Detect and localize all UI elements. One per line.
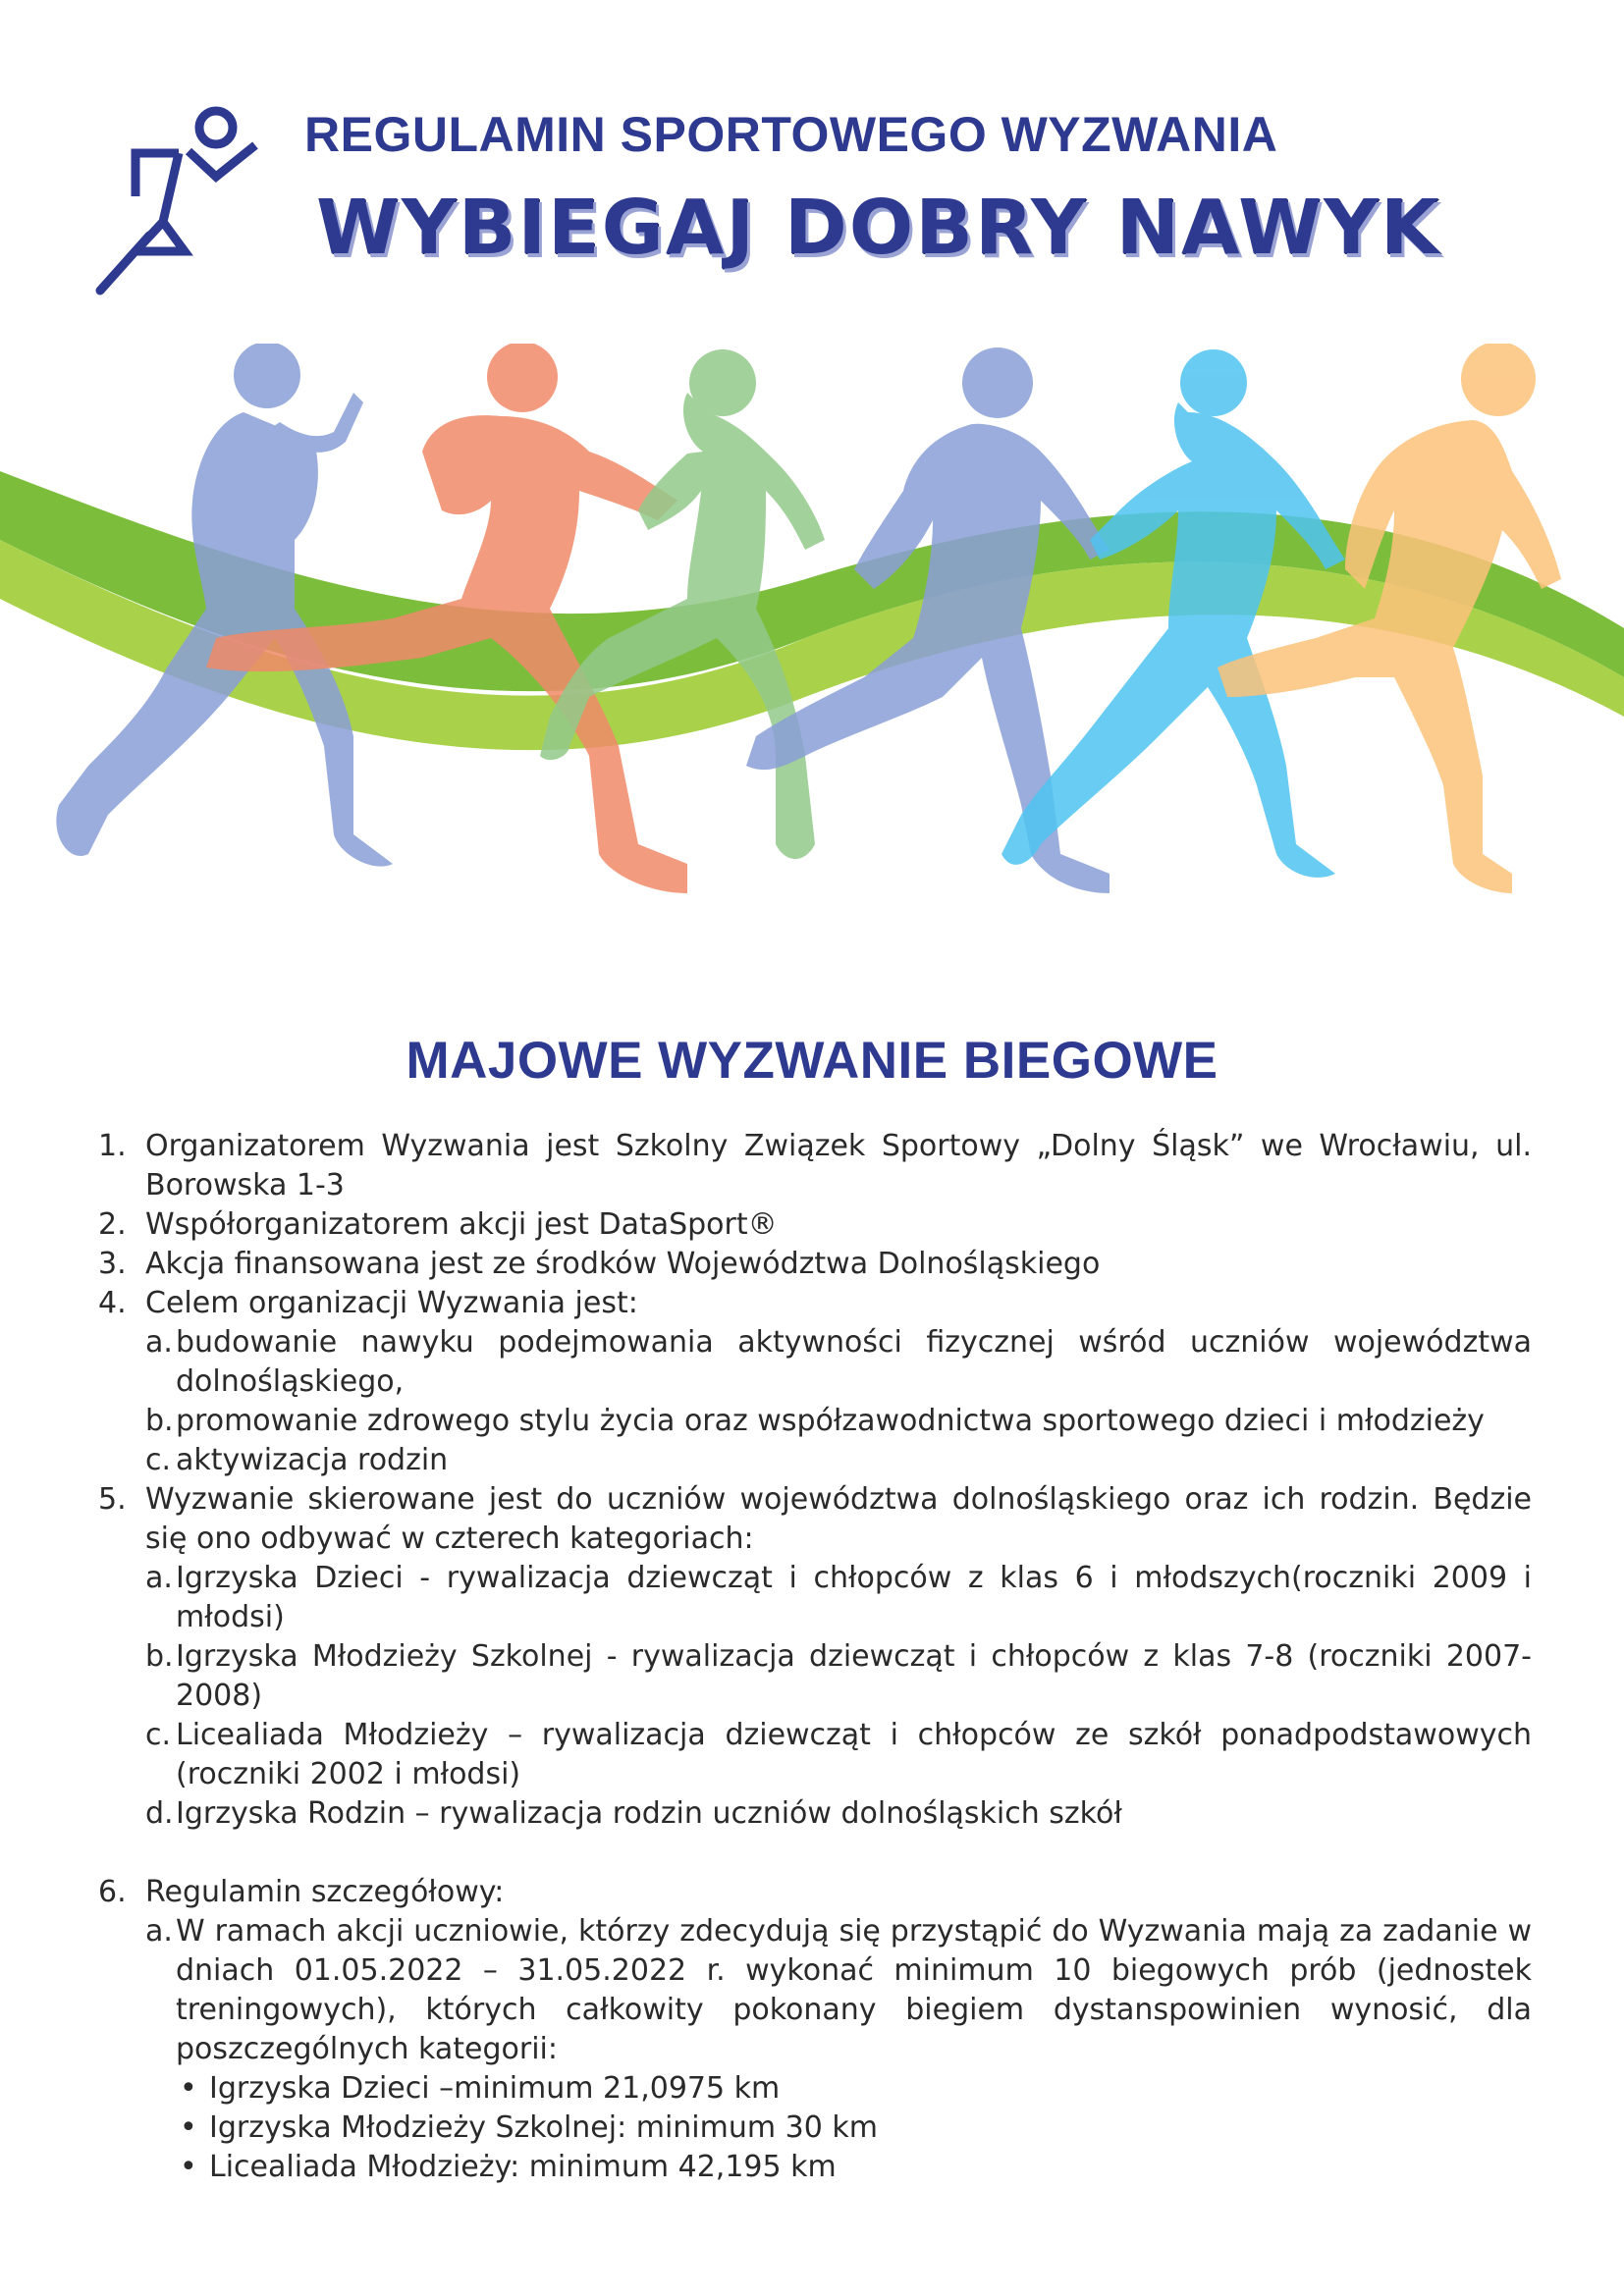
subitem-letter: c. (145, 1443, 172, 1477)
bullet-icon: • (180, 2110, 197, 2145)
subitem (145, 1637, 1532, 1716)
bullet-text: Igrzyska Młodzieży Szkolnej: minimum 30 km (209, 2110, 878, 2145)
rule-item-6 (98, 1873, 1532, 2187)
subitem (145, 1441, 1532, 1480)
rule-item-1 (98, 1127, 1532, 1205)
rule-number: 3. (98, 1247, 127, 1281)
subitem-text: Igrzyska Rodzin – rywalizacja rodzin uczniów dolnośląskich szkół (176, 1796, 1122, 1831)
header-title-line2: WYBIEGAJ DOBRY NAWYK (316, 185, 1441, 272)
rule-item-3 (98, 1245, 1532, 1284)
subitem (145, 1794, 1532, 1834)
rule-number: 5. (98, 1482, 127, 1517)
subitem-text: Licealiada Młodzieży – rywalizacja dziewcząt i chłopców ze szkół ponadpodstawowych (roczniki 2002 i młodsi) (176, 1718, 1532, 1791)
spacer (98, 1834, 1532, 1873)
subitem-text: aktywizacja rodzin (176, 1443, 449, 1477)
rule-number: 2. (98, 1207, 127, 1242)
bullet-text: Licealiada Młodzieży: minimum 42,195 km (209, 2150, 837, 2184)
subitem (145, 1323, 1532, 1402)
subitem-letter: a. (145, 1325, 173, 1360)
rule-text: Celem organizacji Wyzwania jest: (145, 1286, 638, 1320)
rule-text: Regulamin szczegółowy: (145, 1875, 505, 1909)
subitem (145, 1559, 1532, 1637)
bullet-icon: • (180, 2150, 197, 2184)
rule-text: Organizatorem Wyzwania jest Szkolny Związek Sportowy „Dolny Śląsk” we Wrocławiu, ul. Borowska 1-3 (145, 1129, 1532, 1202)
rule-text: Współorganizatorem akcji jest DataSport® (145, 1207, 778, 1242)
subitem-letter: a. (145, 1914, 173, 1949)
rule-5-subitems (145, 1559, 1532, 1834)
rule-number: 1. (98, 1129, 127, 1163)
rule-number: 6. (98, 1875, 127, 1909)
bullet-item (176, 2109, 1532, 2148)
bullet-item (176, 2148, 1532, 2187)
subitem-letter: b. (145, 1639, 174, 1674)
subitem-text: W ramach akcji uczniowie, którzy zdecydują się przystąpić do Wyzwania mają za zadanie w dniach 01.05.2022 – 31.05.2022 r. wykonać minimum 10 biegowych prób (jednostek treningowych), których całkowity pokonany biegiem dystanspowinien wynosić, dla poszczególnych kategorii: (176, 1914, 1532, 2066)
bullet-list (176, 2069, 1532, 2187)
bullet-item (176, 2069, 1532, 2109)
subitem-text: budowanie nawyku podejmowania aktywności fizycznej wśród uczniów województwa dolnośląskiego, (176, 1325, 1532, 1399)
subitem-text: Igrzyska Dzieci - rywalizacja dziewcząt i chłopców z klas 6 i młodszych(roczniki 2009 i młodsi) (176, 1561, 1532, 1634)
subitem-letter: d. (145, 1796, 174, 1831)
runner-logo-icon (94, 94, 267, 300)
rule-item-5 (98, 1480, 1532, 1834)
subitem (145, 1912, 1532, 2187)
rule-text: Wyzwanie skierowane jest do uczniów województwa dolnośląskiego oraz ich rodzin. Będzie się ono odbywać w czterech kategoriach: (145, 1482, 1532, 1556)
subitem-letter: b. (145, 1404, 174, 1438)
rules-list (98, 1127, 1532, 2187)
subitem (145, 1402, 1532, 1441)
rule-number: 4. (98, 1286, 127, 1320)
subitem-letter: a. (145, 1561, 173, 1595)
header-title-line1: REGULAMIN SPORTOWEGO WYZWANIA (304, 107, 1278, 162)
rule-6-subitems (145, 1912, 1532, 2187)
subitem-text: Igrzyska Młodzieży Szkolnej - rywalizacja dziewcząt i chłopców z klas 7-8 (roczniki 2007-2008) (176, 1639, 1532, 1713)
section-title: MAJOWE WYZWANIE BIEGOWE (406, 1032, 1218, 1090)
subitem-text: promowanie zdrowego stylu życia oraz współzawodnictwa sportowego dzieci i młodzieży (176, 1404, 1485, 1438)
rule-text: Akcja finansowana jest ze środków Województwa Dolnośląskiego (145, 1247, 1101, 1281)
subitem-letter: c. (145, 1718, 172, 1752)
rule-item-4 (98, 1284, 1532, 1480)
rule-item-2 (98, 1205, 1532, 1245)
rule-4-subitems (145, 1323, 1532, 1480)
bullet-icon: • (180, 2071, 197, 2106)
runners-banner (0, 344, 1624, 933)
subitem (145, 1716, 1532, 1794)
bullet-text: Igrzyska Dzieci –minimum 21,0975 km (209, 2071, 781, 2106)
